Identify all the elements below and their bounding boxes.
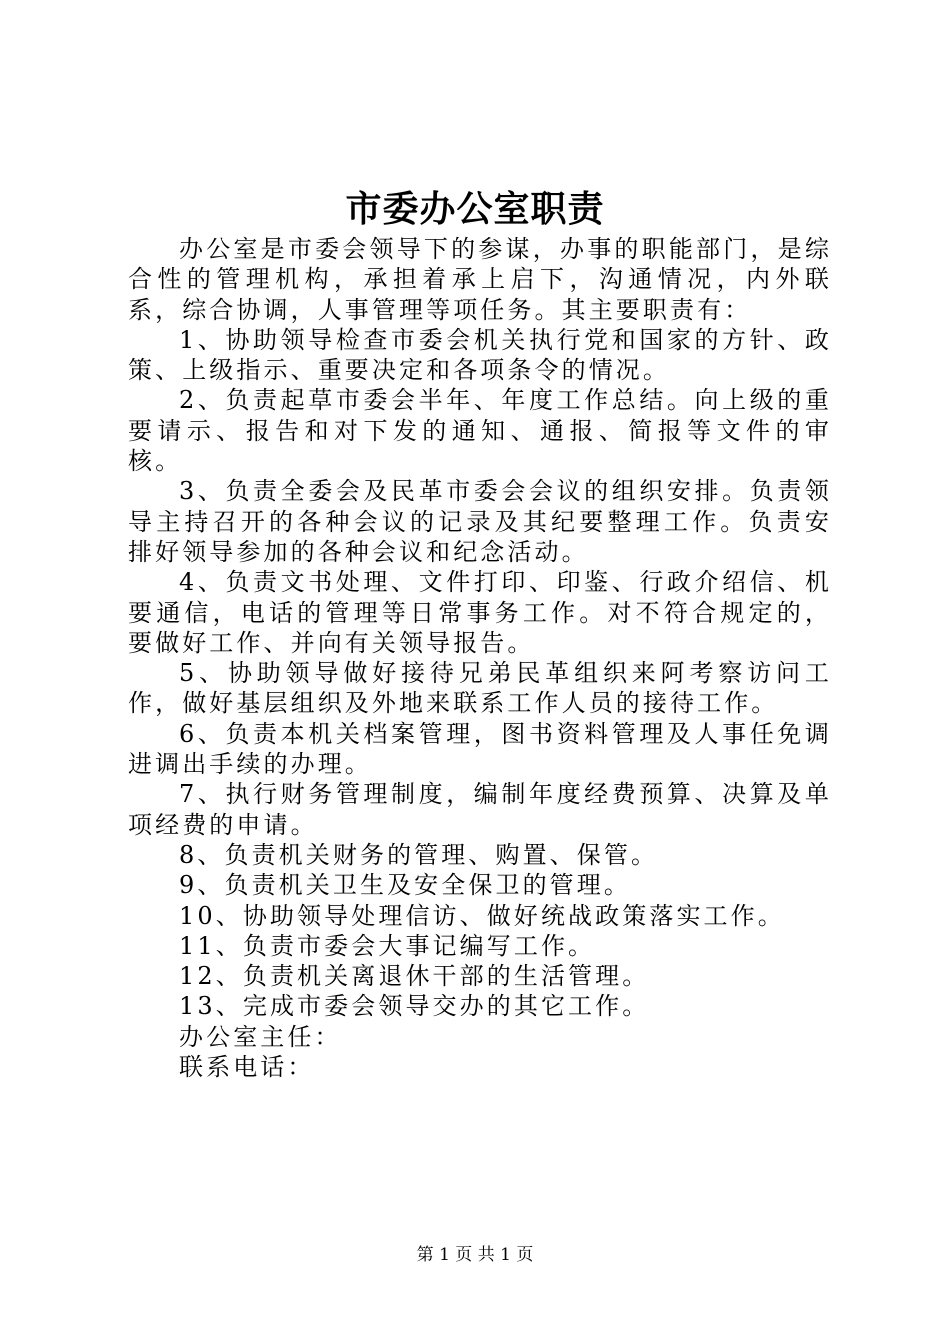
duty-item-2: 2、负责起草市委会半年、年度工作总结。向上级的重要请示、报告和对下发的通知、通报、简报等文件的审核。	[128, 386, 832, 476]
duty-item-4: 4、负责文书处理、文件打印、印鉴、行政介绍信、机要通信，电话的管理等日常事务工作。对不符合规定的，要做好工作、并向有关领导报告。	[128, 568, 832, 657]
duty-item-12: 12、负责机关离退休干部的生活管理。	[179, 962, 650, 991]
page-title: 市委办公室职责	[345, 188, 605, 230]
office-director-label: 办公室主任：	[179, 1022, 342, 1051]
duty-item-10: 10、协助领导处理信访、做好统战政策落实工作。	[179, 901, 785, 930]
duty-item-11: 11、负责市委会大事记编写工作。	[179, 931, 596, 960]
duty-item-3: 3、负责全委会及民革市委会会议的组织安排。负责领导主持召开的各种会议的记录及其纪要整理工作。负责安排好领导参加的各种会议和纪念活动。	[128, 477, 832, 566]
document-body	[128, 234, 832, 1082]
duty-item-5: 5、协助领导做好接待兄弟民革组织来阿考察访问工作，做好基层组织及外地来联系工作人员的接待工作。	[128, 659, 832, 718]
duty-item-7: 7、执行财务管理制度，编制年度经费预算、决算及单项经费的申请。	[128, 780, 832, 839]
duty-item-1: 1、协助领导检查市委会机关执行党和国家的方针、政策、上级指示、重要决定和各项条令的情况。	[128, 325, 832, 385]
duty-item-8: 8、负责机关财务的管理、购置、保管。	[179, 840, 659, 869]
page-footer: 第 1 页 共 1 页	[416, 1245, 534, 1265]
contact-phone-label: 联系电话：	[179, 1053, 315, 1082]
duty-item-13: 13、完成市委会领导交办的其它工作。	[179, 992, 650, 1021]
duty-item-6: 6、负责本机关档案管理，图书资料管理及人事任免调进调出手续的办理。	[128, 719, 832, 779]
intro-paragraph: 办公室是市委会领导下的参谋，办事的职能部门，是综合性的管理机构，承担着承上启下，沟通情况，内外联系，综合协调，人事管理等项任务。其主要职责有：	[128, 235, 832, 324]
duty-item-9: 9、负责机关卫生及安全保卫的管理。	[179, 871, 631, 900]
